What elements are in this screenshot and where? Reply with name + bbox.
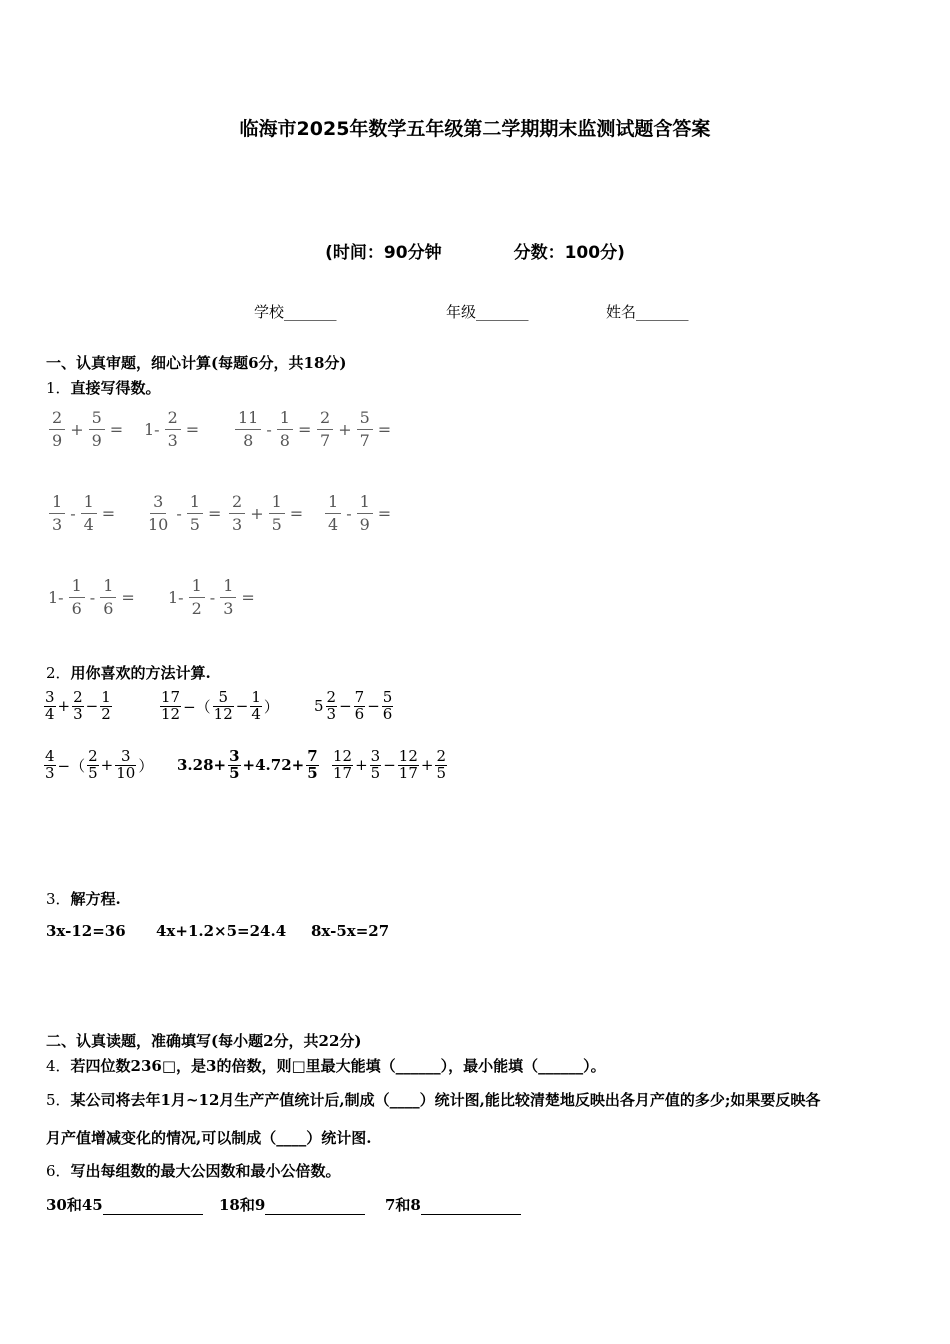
gcd-lcm-item-3 [385,1194,521,1215]
denominator: 7 [359,431,370,450]
denominator: 12 [161,704,181,723]
numerator: 5 [357,410,373,430]
question-5-continued: 月产值增减变化的情况,可以制成（____）统计图. [46,1129,372,1147]
numerator: 17 [161,688,181,706]
fraction [115,749,136,782]
operator: = [297,420,312,439]
operator: = [121,588,135,607]
operator: − [367,697,380,716]
fraction [382,690,394,723]
q1-expression-6 [142,494,223,533]
question-6 [46,1160,341,1181]
school-field[interactable]: 学校_______ [254,303,337,321]
q1-expression-7 [226,494,305,533]
numerator: 2 [436,747,447,765]
q1-expression-5 [46,494,117,533]
fraction [165,410,181,449]
operator: 3.28+ [177,756,227,775]
question-text: 若四位数236□，是3的倍数，则□里最大能填（______），最小能填（______）。 [70,1057,606,1075]
q1-expression-8 [322,494,393,533]
numerator: 4 [45,747,55,765]
q2-expression-3 [312,690,393,723]
numerator: 5 [382,688,393,706]
numerator: 1 [81,494,97,514]
denominator: 4 [328,515,339,534]
q2-expression-5 [175,749,319,782]
operator: = [241,588,255,607]
denominator: 5 [307,763,318,782]
q1-expression-9 [46,578,137,617]
denominator: 5 [436,763,447,782]
fraction [89,410,105,449]
number-pair: 30和45 [46,1196,103,1214]
numerator: 3 [150,494,166,514]
denominator: 6 [71,599,82,618]
q1-expression-10 [166,578,257,617]
fraction [87,749,99,782]
fraction [269,494,285,533]
denominator: 2 [101,704,111,723]
denominator: 5 [271,515,282,534]
numerator: 1 [49,494,65,514]
operator: + [250,504,264,523]
denominator: 7 [320,431,331,450]
operator: = [185,420,200,439]
fraction [220,578,236,617]
operator: ） [263,697,279,716]
numerator: 1 [189,578,205,598]
operator: + [420,756,434,775]
question-number: 3． [46,890,71,908]
operator: +4.72+ [242,756,305,775]
question-text: 用你喜欢的方法计算. [70,664,211,682]
operator: = [377,420,392,439]
operator: = [207,504,222,523]
denominator: 9 [359,515,370,534]
denominator: 6 [354,704,365,723]
numerator: 5 [89,410,105,430]
denominator: 17 [398,763,418,782]
question-number: 6． [46,1162,71,1180]
fraction [100,690,112,723]
answer-blank[interactable] [265,1196,365,1215]
fraction [398,749,419,782]
denominator: 8 [243,431,254,450]
operator: + [338,420,352,439]
question-5 [46,1089,820,1110]
operator: + [100,756,114,775]
operator: ） [138,756,154,775]
section-1-heading: 一、认真审题，细心计算(每题6分，共18分) [46,354,347,372]
grade-field[interactable]: 年级_______ [446,303,529,321]
numerator: 1 [69,578,85,598]
numerator: 3 [45,688,55,706]
denominator: 3 [326,704,337,723]
denominator: 2 [191,599,202,618]
denominator: 5 [229,763,240,782]
numerator: 2 [49,410,65,430]
answer-blank[interactable] [103,1196,203,1215]
total-score: 分数：100分) [513,243,625,263]
fraction [69,578,85,617]
operator: 5 [314,697,324,716]
denominator: 6 [382,704,393,723]
question-number: 4． [46,1057,71,1075]
operator: − [339,697,352,716]
denominator: 9 [52,431,63,450]
denominator: 4 [251,704,261,723]
numerator: 1 [357,494,373,514]
operator: − [383,756,396,775]
fraction [325,494,341,533]
question-text: 某公司将去年1月~12月生产产值统计后,制成（____）统计图,能比较清楚地反映出各月产值的多少;如果要反映各 [70,1091,821,1109]
section-2-heading: 二、认真读题，准确填写(每小题2分，共22分) [46,1032,362,1050]
numerator: 1 [277,410,293,430]
q2-expression-2 [160,690,281,723]
denominator: 4 [45,704,55,723]
denominator: 8 [279,431,290,450]
denominator: 17 [333,763,353,782]
numerator: 2 [317,410,333,430]
operator: = [377,504,392,523]
fraction [306,749,318,782]
numerator: 3 [229,747,240,765]
fraction [100,578,116,617]
numerator: 3 [121,747,131,765]
numerator: 1 [220,578,236,598]
equation-3: 8x-5x=27 [311,922,390,940]
exam-meta [0,238,950,263]
numerator: 11 [235,410,261,430]
fraction [250,690,262,723]
operator: − [85,697,99,716]
operator: - [346,504,352,523]
fraction [213,690,234,723]
operator: - [70,504,76,523]
denominator: 9 [91,431,102,450]
operator: - [209,588,216,607]
gcd-lcm-item-1 [46,1194,203,1215]
numerator: 2 [229,494,245,514]
numerator: 3 [370,747,381,765]
question-text: 解方程. [70,890,121,908]
numerator: 5 [218,688,228,706]
operator: = [101,504,116,523]
question-number: 5． [46,1091,71,1109]
answer-blank[interactable] [421,1196,521,1215]
fraction [235,410,261,449]
fraction [332,749,353,782]
fraction [229,494,245,533]
q1-expression-2 [142,410,201,449]
fraction [160,690,181,723]
denominator: 12 [213,704,233,723]
operator: = [109,420,124,439]
numerator: 7 [307,747,318,765]
numerator: 1 [187,494,203,514]
numerator: 1 [325,494,341,514]
operator: − [235,697,249,716]
fraction [44,749,56,782]
fraction [49,494,65,533]
q2-expression-4 [44,749,155,782]
fraction [277,410,293,449]
fraction [187,494,203,533]
numerator: 12 [398,747,418,765]
number-pair: 18和9 [219,1196,266,1214]
operator: + [355,756,368,775]
fraction [145,494,171,533]
numerator: 12 [333,747,353,765]
question-4 [46,1055,606,1076]
question-number: 2． [46,664,71,682]
fraction [354,690,366,723]
fraction [72,690,84,723]
denominator: 5 [189,515,200,534]
numerator: 7 [354,688,365,706]
denominator: 10 [148,515,169,534]
q1-expression-1 [46,410,125,449]
page-title: 临海市2025年数学五年级第二学期期末监测试题含答案 [239,118,711,140]
operator: 1- [48,588,64,607]
operator: −（ [183,697,211,716]
question-text: 写出每组数的最大公因数和最小公倍数。 [70,1162,341,1180]
numerator: 2 [73,688,83,706]
operator: + [70,420,84,439]
operator: - [176,504,182,523]
question-1 [46,377,161,398]
denominator: 4 [83,515,94,534]
fraction [357,410,373,449]
denominator: 3 [73,704,83,723]
operator: - [89,588,96,607]
gcd-lcm-item-2 [219,1194,365,1215]
question-number: 1． [46,379,71,397]
numerator: 1 [100,578,116,598]
denominator: 3 [223,599,234,618]
numerator: 2 [88,747,98,765]
numerator: 1 [251,688,261,706]
denominator: 3 [45,763,55,782]
numerator: 2 [326,688,337,706]
question-3 [46,888,121,909]
fraction [317,410,333,449]
denominator: 3 [167,431,178,450]
denominator: 6 [103,599,114,618]
fraction [370,749,382,782]
operator: 1- [168,588,184,607]
operator: - [266,420,272,439]
operator: = [289,504,304,523]
fraction [189,578,205,617]
fraction [326,690,338,723]
denominator: 3 [52,515,63,534]
denominator: 10 [116,763,136,782]
fraction [81,494,97,533]
q1-expression-4 [314,410,393,449]
question-text: 直接写得数。 [70,379,161,397]
name-field[interactable]: 姓名_______ [606,303,689,321]
fraction [44,690,56,723]
q1-expression-3 [232,410,313,449]
numerator: 1 [269,494,285,514]
numerator: 2 [165,410,181,430]
fraction [49,410,65,449]
denominator: 5 [88,763,98,782]
operator: + [57,697,71,716]
q2-expression-1 [44,690,112,723]
time-limit: (时间：90分钟 [325,243,442,263]
question-2 [46,662,211,683]
fraction [435,749,447,782]
operator: −（ [57,756,86,775]
equation-1: 3x-12=36 [46,922,126,940]
operator: 1- [144,420,160,439]
fraction [228,749,240,782]
number-pair: 7和8 [385,1196,421,1214]
fraction [357,494,373,533]
equation-2: 4x+1.2×5=24.4 [156,922,287,940]
numerator: 1 [101,688,111,706]
q2-expression-6 [332,749,447,782]
denominator: 5 [370,763,381,782]
denominator: 3 [232,515,243,534]
